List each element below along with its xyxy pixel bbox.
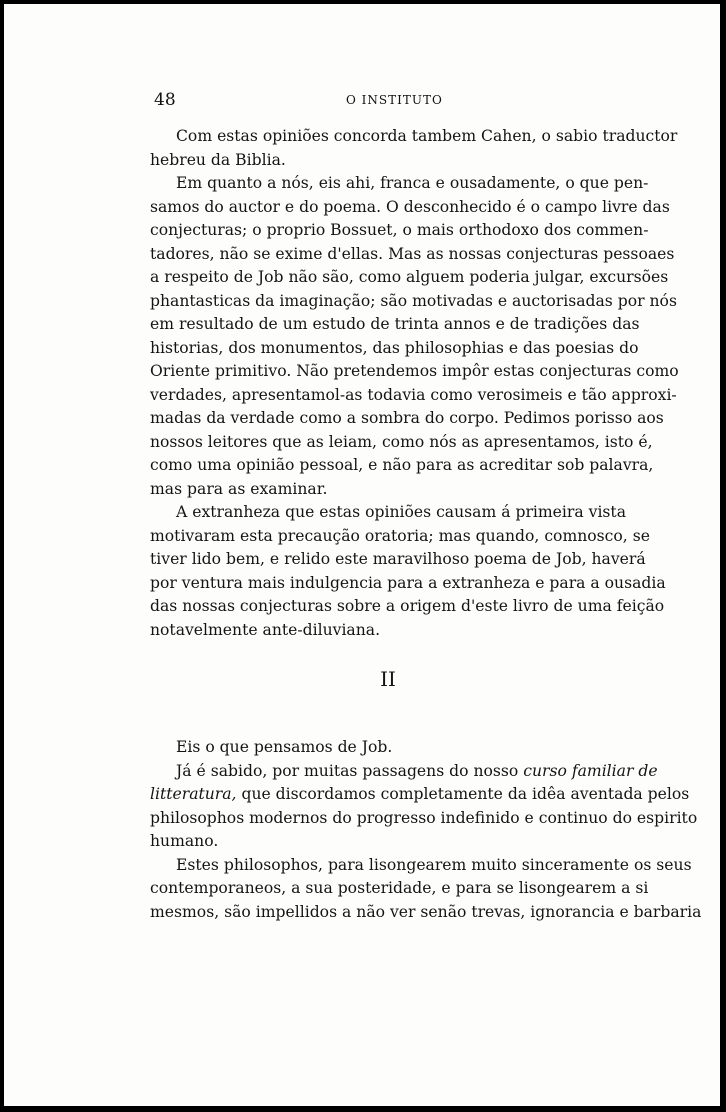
text-line: hebreu da Biblia. — [150, 150, 286, 169]
text-line: notavelmente ante-diluviana. — [150, 620, 381, 639]
paragraph-1 — [150, 125, 678, 172]
text-line: tadores, não se exime d'ellas. Mas as nossas conjecturas pessoaes — [150, 244, 675, 263]
text-line: tiver lido bem, e relido este maravilhoso poema de Job, haverá — [150, 550, 646, 568]
text-line — [150, 783, 690, 807]
paragraph-5 — [150, 760, 698, 854]
paragraph-2 — [150, 172, 679, 501]
paragraph-4 — [150, 736, 626, 760]
page-header — [152, 90, 628, 114]
text-line: motivaram esta precaução oratoria; mas quando, comnosco, se — [150, 526, 650, 545]
text-line: conjecturas; o proprio Bossuet, o mais orthodoxo dos commen- — [150, 221, 649, 239]
text-line: Em quanto a nós, eis ahi, franca e ousadamente, o que pen- — [176, 174, 649, 192]
text-line: verdades, apresentamol-as todavia como verosimeis e tão approxi- — [150, 385, 677, 404]
text-line — [150, 760, 658, 784]
text-line: Com estas opiniões concorda tambem Cahen, o sabio traductor — [176, 127, 678, 145]
text-segment: Já é sabido, por muitas passagens do nosso — [176, 761, 524, 780]
text-line: nossos leitores que as leiam, como nós as apresentamos, isto é, — [150, 432, 653, 451]
book-title-italic: litteratura, — [150, 785, 237, 803]
body-text — [150, 125, 702, 924]
section-spacer — [150, 642, 626, 660]
section-heading: II — [380, 667, 396, 691]
text-line: Estes philosophos, para lisongearem muito sinceramente os seus — [176, 855, 692, 874]
paragraph-6 — [150, 854, 702, 925]
text-line: contemporaneos, a sua posteridade, e para se lisongearem a si — [150, 879, 649, 897]
text-line: em resultado de um estudo de trinta annos e de tradições das — [150, 315, 640, 333]
text-segment: que discordamos completamente da idêa aventada pelos — [236, 785, 690, 803]
text-line: a respeito de Job não são, como alguem poderia julgar, excursões — [150, 268, 669, 286]
section-spacer — [150, 698, 626, 736]
text-line: phantasticas da imaginação; são motivadas e auctorisadas por nós — [150, 291, 677, 310]
text-line: historias, dos monumentos, das philosophias e das poesias do — [150, 338, 639, 357]
text-line: mas para as examinar. — [150, 479, 328, 498]
text-line: Oriente primitivo. Não pretendemos impôr estas conjecturas como — [150, 362, 679, 380]
text-line: A extranheza que estas opiniões causam á primeira vista — [176, 503, 626, 521]
text-line: philosophos modernos do progresso indefinido e continuo do espirito — [150, 808, 698, 827]
book-page — [4, 4, 720, 1106]
text-line: humano. — [150, 832, 219, 850]
page-number: 48 — [154, 90, 176, 110]
text-line: Eis o que pensamos de Job. — [176, 738, 393, 756]
running-title: O INSTITUTO — [346, 93, 443, 107]
paragraph-3 — [150, 501, 666, 642]
book-title-italic: curso familiar de — [523, 761, 658, 780]
text-line: das nossas conjecturas sobre a origem d'este livro de uma feição — [150, 597, 665, 615]
text-line: como uma opinião pessoal, e não para as acreditar sob palavra, — [150, 456, 654, 474]
text-line: mesmos, são impellidos a não ver senão trevas, ignorancia e barbaria — [150, 902, 702, 921]
text-line: samos do auctor e do poema. O desconhecido é o campo livre das — [150, 197, 670, 216]
text-line: por ventura mais indulgencia para a extranheza e para a ousadia — [150, 573, 666, 592]
text-line: madas da verdade como a sombra do corpo. Pedimos porisso aos — [150, 409, 664, 427]
